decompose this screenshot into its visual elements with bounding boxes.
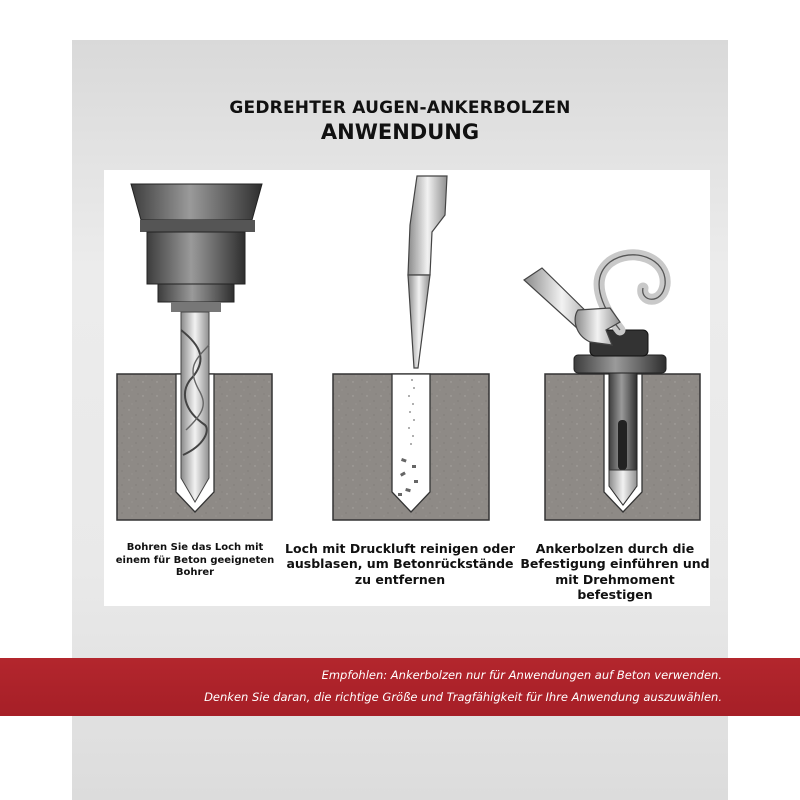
recommendation-banner bbox=[0, 658, 800, 716]
page-title: GEDREHTER AUGEN-ANKERBOLZEN bbox=[229, 98, 571, 118]
step-1-caption: Bohren Sie das Loch mit einem für Beton geeigneten Bohrer bbox=[115, 542, 275, 578]
air-blower-icon bbox=[333, 176, 489, 520]
drill-bit-icon bbox=[117, 184, 272, 520]
banner-line-2: Denken Sie daran, die richtige Größe und Tragfähigkeit für Ihre Anwendung auszuwählen. bbox=[204, 690, 722, 704]
step-2-caption: Loch mit Druckluft reinigen oder ausblasen, um Betonrückstände zu entfernen bbox=[285, 541, 515, 587]
eye-bolt-wrench-icon bbox=[524, 255, 700, 520]
banner-line-1: Empfohlen: Ankerbolzen nur für Anwendungen auf Beton verwenden. bbox=[321, 668, 722, 682]
step-3-caption: Ankerbolzen durch die Befestigung einführen und mit Drehmoment befestigen bbox=[520, 541, 710, 602]
page-subtitle: ANWENDUNG bbox=[320, 120, 480, 144]
